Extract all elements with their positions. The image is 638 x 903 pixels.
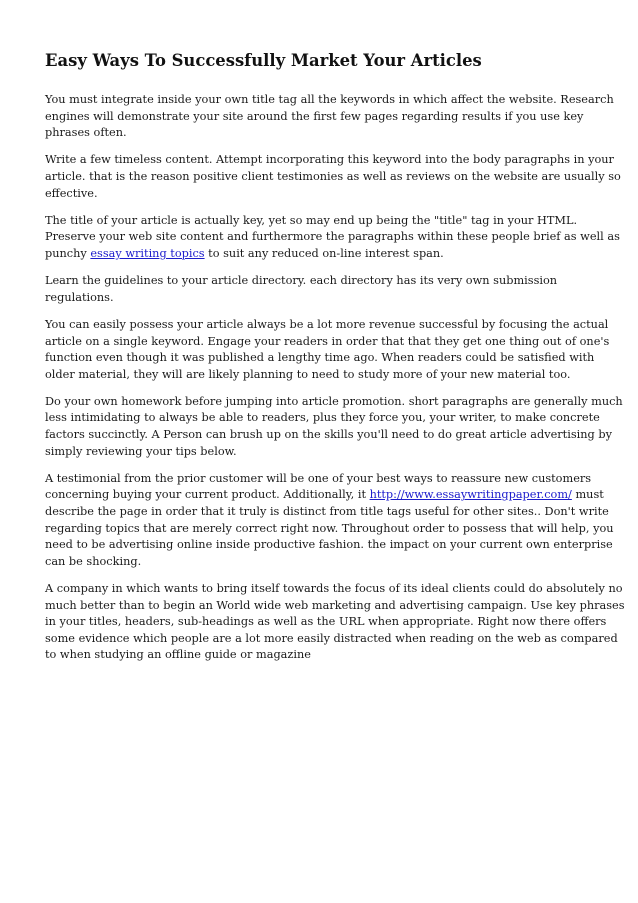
paragraph-line: Do your own homework before jumping into article promotion. short paragraphs are generally much	[45, 394, 623, 408]
paragraph-line: engines will demonstrate your site around the first few pages regarding results if you use key	[45, 109, 584, 123]
paragraph-line	[45, 487, 604, 504]
paragraph-line: article. that is the reason positive client testimonies as well as reviews on the website are usually so	[45, 169, 621, 183]
paragraph-1	[45, 92, 614, 142]
paragraph-line: to when studying an offline guide or magazine	[45, 648, 311, 662]
paragraph-line: The title of your article is actually key, yet so may end up being the "title" tag in your HTML.	[45, 213, 578, 227]
text-before-link: concerning buying your current product. Additionally, it	[45, 488, 370, 502]
essaywritingpaper-url-link[interactable]: http://www.essaywritingpaper.com/	[369, 488, 572, 502]
paragraph-line: A company in which wants to bring itself towards the focus of its ideal clients could do absolutely no	[45, 582, 623, 595]
paragraph-7	[45, 471, 614, 571]
paragraph-line: simply reviewing your tips below.	[45, 444, 237, 458]
paragraph-line: Learn the guidelines to your article directory. each directory has its very own submission	[45, 274, 558, 288]
text-after-link: must	[571, 488, 604, 502]
paragraph-line: You can easily possess your article always be a lot more revenue successful by focusing the actual	[45, 317, 609, 331]
paragraph-line: in your titles, headers, sub-headings as well as the URL when appropriate. Right now there offers	[45, 615, 607, 629]
paragraph-line: phrases often.	[45, 126, 127, 140]
paragraph-6	[45, 394, 623, 460]
essay-writing-topics-link[interactable]: essay writing topics	[90, 246, 205, 260]
paragraph-line: Preserve your web site content and furthermore the paragraphs within these people brief as well as	[45, 230, 620, 244]
paragraph-line: article on a single keyword. Engage your readers in order that that they get one thing out of one's	[45, 334, 610, 348]
paragraph-4	[45, 273, 595, 306]
paragraph-line: effective.	[45, 186, 98, 200]
text-after-link: to suit any reduced on-line interest span.	[204, 246, 444, 260]
paragraph-line: some evidence which people are a lot more easily distracted when reading on the web as compared	[45, 631, 618, 645]
paragraph-line: regulations.	[45, 290, 114, 304]
paragraph-line	[45, 246, 595, 263]
paragraph-5	[45, 317, 610, 383]
paragraph-line: need to be advertising online inside productive fashion. the impact on your current own enterprise	[45, 538, 613, 552]
document-title: Easy Ways To Successfully Market Your Articles	[45, 51, 482, 70]
paragraph-line: describe the page in order that it truly is distinct from title tags useful for other sites.. Don't write	[45, 505, 609, 519]
paragraph-line: less intimidating to always be able to readers, plus they force you, your writer, to make concrete	[45, 411, 600, 425]
paragraph-2	[45, 152, 621, 202]
paragraph-line: A testimonial from the prior customer will be one of your best ways to reassure new customers	[45, 471, 592, 485]
paragraph-line: older material, they will are likely planning to need to study more of your new material too.	[45, 367, 571, 381]
paragraph-3	[45, 213, 620, 263]
paragraph-8	[45, 581, 625, 664]
document-page	[45, 50, 625, 675]
paragraph-line: regarding topics that are merely correct right now. Throughout order to possess that will help, you	[45, 521, 614, 535]
paragraph-line: function even though it was published a lengthy time ago. When readers could be satisfied with	[45, 351, 595, 365]
paragraph-line: You must integrate inside your own title tag all the keywords in which affect the website. Research	[45, 93, 614, 106]
paragraph-line: factors succinctly. A Person can brush up on the skills you'll need to do great article advertising by	[45, 428, 612, 442]
paragraph-line: can be shocking.	[45, 554, 142, 568]
text-before-link: punchy	[45, 246, 91, 260]
paragraph-line: Write a few timeless content. Attempt incorporating this keyword into the body paragraphs in your	[45, 153, 614, 167]
paragraph-line: much better than to begin an World wide web marketing and advertising campaign. Use key phrases	[45, 598, 625, 612]
